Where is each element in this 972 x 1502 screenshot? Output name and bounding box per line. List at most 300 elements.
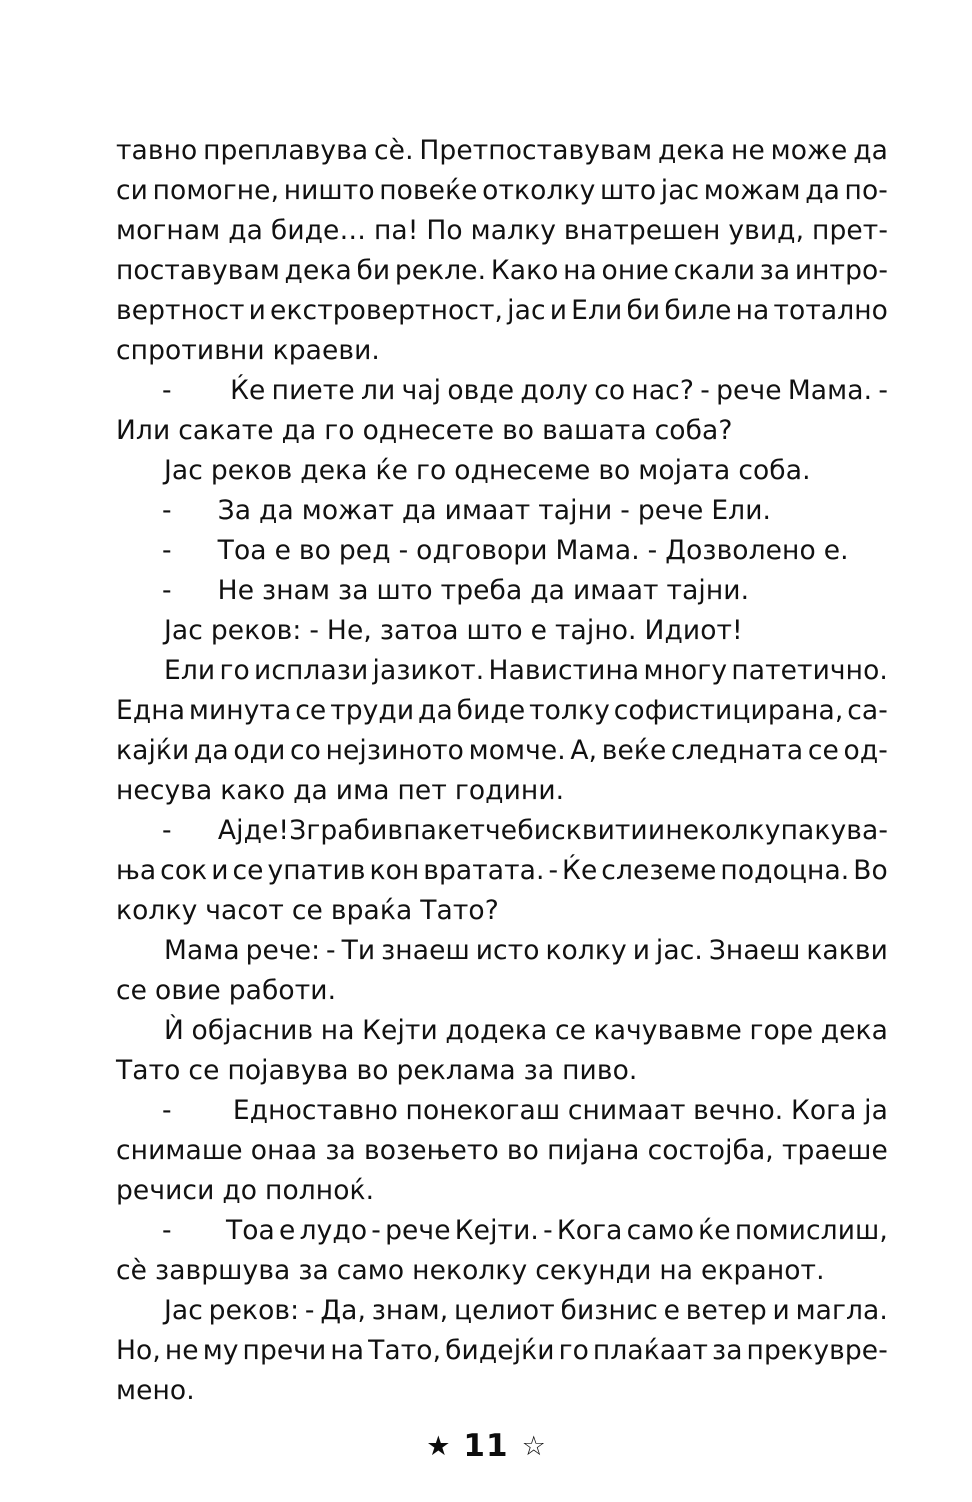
text-line (116, 891, 888, 931)
word: затоа (379, 615, 459, 646)
text-line (116, 1171, 888, 1211)
dialogue-dash: - (162, 535, 172, 566)
text-line (116, 211, 888, 251)
word: Да, (320, 1295, 366, 1326)
word: реков (210, 455, 293, 486)
word: Тоа (225, 1215, 275, 1246)
word: пречи (242, 1335, 327, 1366)
word: и (647, 815, 666, 846)
word: со (290, 735, 321, 766)
word: прекувре- (746, 1335, 888, 1366)
word: - (326, 935, 336, 966)
word: Кога (790, 1095, 857, 1126)
word: горе (749, 1015, 814, 1046)
word: му (202, 1335, 239, 1366)
star-outline-icon: ☆ (521, 1431, 546, 1462)
word: има (335, 775, 390, 806)
word: лудо (299, 1215, 368, 1246)
word: се (232, 855, 264, 886)
word: ќе (375, 455, 409, 486)
word: треба (440, 575, 523, 606)
word: Но, (116, 1335, 161, 1366)
dialogue-dash-gap (178, 371, 224, 411)
text-line (116, 251, 888, 291)
word: патетично. (731, 655, 888, 686)
text-line (116, 731, 888, 771)
word: софистицирана, (613, 695, 844, 726)
text-line (116, 571, 888, 611)
word: Јас (164, 1295, 203, 1326)
dialogue-dash: - (162, 575, 172, 606)
text-line (116, 1051, 888, 1091)
word: биле (664, 295, 732, 326)
word: за (759, 255, 791, 286)
word: кон (369, 855, 420, 886)
word: нас? (631, 375, 695, 406)
dialogue-dash: - (162, 495, 172, 526)
word: го (415, 455, 447, 486)
word: Тато (116, 1055, 181, 1086)
word: рече (716, 375, 782, 406)
word: снимаше (116, 1135, 243, 1166)
text-line (116, 411, 888, 451)
text-line (116, 1011, 888, 1051)
word: дека (300, 455, 368, 486)
word: од- (843, 735, 888, 766)
text-line (116, 291, 888, 331)
word: чај (401, 375, 442, 406)
word: и (248, 295, 266, 326)
word: што (599, 175, 657, 206)
text-line (116, 651, 888, 691)
word: плаќаат (592, 1335, 709, 1366)
word: снимаат (567, 1095, 686, 1126)
word: да (259, 495, 294, 526)
word: са- (847, 695, 888, 726)
word: да (228, 215, 263, 246)
word: По (426, 215, 463, 246)
word: се (554, 1015, 587, 1046)
word: пиво. (562, 1055, 638, 1086)
word: враќа (330, 895, 413, 926)
word: сакате (178, 415, 274, 446)
word: Претпоставувам (419, 135, 653, 166)
dialogue-dash-gap (172, 531, 218, 571)
word: пијана (547, 1135, 640, 1166)
word: малку (470, 215, 556, 246)
word: и (632, 935, 651, 966)
word: качувавме (593, 1015, 742, 1046)
word: труди (330, 695, 415, 726)
word: Тато, (368, 1335, 442, 1366)
word: не (164, 1335, 199, 1366)
word: за (338, 575, 369, 606)
word: Мама. (787, 375, 873, 406)
word: спротивни (116, 335, 265, 366)
word: во (502, 415, 535, 446)
word: колку (545, 935, 627, 966)
star-filled-icon: ★ (426, 1431, 451, 1462)
word: го (558, 1335, 589, 1366)
word: тотално (773, 295, 888, 326)
word: пет (397, 775, 447, 806)
word: За (217, 495, 252, 526)
word: увид, (728, 215, 805, 246)
word: внатрешен (563, 215, 721, 246)
word: Навистина (488, 655, 640, 686)
word: се (116, 975, 148, 1006)
word: дека (284, 255, 352, 286)
word: до (222, 1175, 258, 1206)
word: скали (673, 255, 756, 286)
word: отколку (482, 175, 596, 206)
word: во (506, 1135, 539, 1166)
word: пакетче (403, 815, 518, 846)
word: е. (823, 535, 849, 566)
word: какви (806, 935, 888, 966)
word: реклама (396, 1055, 516, 1086)
text-line (116, 1211, 888, 1251)
word: Знаеш (708, 935, 801, 966)
word: секунди (535, 1255, 652, 1286)
word: Тато? (420, 895, 499, 926)
word: на (330, 1335, 365, 1366)
word: А, (570, 735, 598, 766)
word: тавно (116, 135, 198, 166)
word: Ајде! (217, 815, 290, 846)
word: соба? (654, 415, 733, 446)
dialogue-dash-gap (172, 571, 218, 611)
word: знам (262, 575, 331, 606)
word: Ти (341, 935, 376, 966)
text-line (116, 931, 888, 971)
dialogue-dash: - (162, 1215, 172, 1246)
word: да (193, 735, 229, 766)
word: јазикот. (372, 655, 485, 686)
word: помогне, (152, 175, 280, 206)
word: Мама. (555, 535, 640, 566)
word: рекле. (394, 255, 487, 286)
word: сѐ. (374, 135, 414, 166)
word: ња (116, 855, 157, 886)
word: однесеме (454, 455, 591, 486)
word: се (295, 695, 327, 726)
word: со (594, 375, 626, 406)
text-line (116, 771, 888, 811)
word: биде… (270, 215, 367, 246)
word: Кејти. (454, 1215, 539, 1246)
word: Не, (326, 615, 372, 646)
text-line (116, 811, 888, 851)
word: бидејќи (445, 1335, 555, 1366)
dialogue-dash-gap (179, 1091, 225, 1131)
word: на (320, 1015, 355, 1046)
word: не (731, 135, 765, 166)
word: да (805, 175, 840, 206)
word: да (530, 575, 566, 606)
word: екстровертност, (270, 295, 504, 326)
word: мено. (116, 1375, 195, 1406)
word: траеше (781, 1135, 888, 1166)
word: овде (447, 375, 515, 406)
word: Идиот! (644, 615, 743, 646)
word: се (291, 895, 323, 926)
word: Не (217, 575, 255, 606)
word: Кога (556, 1215, 623, 1246)
word: да (418, 695, 453, 726)
word: ја (864, 1095, 888, 1126)
word: сѐ (116, 1255, 148, 1286)
word: ветер (685, 1295, 767, 1326)
word: по- (844, 175, 888, 206)
word: Тоа (217, 535, 267, 566)
word: Или (116, 415, 171, 446)
word: што (376, 575, 433, 606)
word: за (298, 1255, 329, 1286)
word: го (219, 655, 250, 686)
word: Ели (164, 655, 216, 686)
word: биде (456, 695, 526, 726)
word: Една (116, 695, 186, 726)
word: може (770, 135, 848, 166)
word: Ели. (711, 495, 772, 526)
word: однесете (362, 415, 495, 446)
word: рече (385, 1215, 451, 1246)
word: во (598, 455, 631, 486)
text-line (116, 1091, 888, 1131)
word: состојба, (647, 1135, 774, 1166)
word: - (620, 495, 630, 526)
word: е (663, 1295, 681, 1326)
word: одговори (416, 535, 548, 566)
word: тајно. (554, 615, 637, 646)
word: рече: (245, 935, 321, 966)
page-number: 11 (463, 1428, 509, 1464)
word: објаснив (191, 1015, 314, 1046)
word: толку (529, 695, 610, 726)
word: исплази (254, 655, 369, 686)
word: - (878, 375, 888, 406)
word: соба. (738, 455, 811, 486)
word: е (279, 1215, 296, 1246)
text-line (116, 171, 888, 211)
word: исто (475, 935, 540, 966)
word: Кејти (362, 1015, 438, 1046)
word: - (304, 1295, 315, 1326)
text-line (116, 611, 888, 651)
word: би (626, 295, 661, 326)
text-line (116, 971, 888, 1011)
word: за (325, 1135, 356, 1166)
text-line (116, 131, 888, 171)
word: е (530, 615, 548, 646)
text-line (116, 531, 888, 571)
page-text-body (116, 131, 888, 1411)
word: слеземе (601, 855, 717, 886)
word: вечно. (693, 1095, 784, 1126)
word: оди (233, 735, 286, 766)
dialogue-dash-gap (176, 1211, 222, 1251)
word: ред (338, 535, 391, 566)
word: јас. (655, 935, 703, 966)
text-line (116, 1331, 888, 1371)
dialogue-dash: - (162, 815, 172, 846)
word: во (356, 1055, 389, 1086)
word: вратата. (423, 855, 545, 886)
word: момче. (468, 735, 566, 766)
word: реков: (210, 615, 302, 646)
word: тајни (538, 495, 613, 526)
word: вашата (542, 415, 647, 446)
word: завршува (155, 1255, 291, 1286)
word: неколку (665, 815, 781, 846)
word: што (466, 615, 523, 646)
word: Едноставно (232, 1095, 398, 1126)
word: ли (360, 375, 396, 406)
text-line (116, 1131, 888, 1171)
word: и (211, 855, 229, 886)
dialogue-dash: - (162, 1095, 172, 1126)
word: минута (188, 695, 292, 726)
word: мојата (638, 455, 731, 486)
text-line (116, 371, 888, 411)
word: часот (205, 895, 284, 926)
word: колку (116, 895, 198, 926)
word: бизнис (560, 1295, 658, 1326)
text-line (116, 331, 888, 371)
word: на (735, 295, 770, 326)
text-line (116, 1251, 888, 1291)
word: - (647, 535, 658, 566)
word: - (548, 855, 559, 886)
word: краеви. (272, 335, 380, 366)
word: за (712, 1335, 743, 1366)
word: повеќе (379, 175, 478, 206)
text-line (116, 1291, 888, 1331)
word: години. (454, 775, 565, 806)
word: Мама (164, 935, 240, 966)
word: следната (671, 735, 804, 766)
word: екранот. (701, 1255, 825, 1286)
word: работи. (228, 975, 337, 1006)
word: веќе (601, 735, 667, 766)
word: Како (490, 255, 559, 286)
word: полноќ. (265, 1175, 375, 1206)
dialogue-dash-gap (172, 811, 218, 851)
word: јас (660, 175, 700, 206)
word: дека (657, 135, 726, 166)
word: си (116, 175, 148, 206)
word: дека (820, 1015, 888, 1046)
text-line (116, 1371, 888, 1411)
word: Јас (164, 615, 203, 646)
word: јас (507, 295, 546, 326)
dialogue-dash-gap (172, 491, 218, 531)
dialogue-dash: - (162, 375, 172, 406)
word: нејзиното (325, 735, 464, 766)
word: на (563, 255, 597, 286)
word: Зграбив (289, 815, 404, 846)
word: да (293, 775, 328, 806)
word: неколку (412, 1255, 528, 1286)
word: го (324, 415, 355, 446)
word: прет- (812, 215, 888, 246)
word: - (398, 535, 409, 566)
page-footer (0, 1424, 972, 1469)
word: Јас (164, 455, 203, 486)
text-line (116, 851, 888, 891)
word: па! (373, 215, 419, 246)
word: Ќе (230, 375, 266, 406)
word: Во (853, 855, 888, 886)
word: преплавува (203, 135, 369, 166)
text-line (116, 491, 888, 531)
word: и (772, 1295, 790, 1326)
word: ќе (698, 1215, 731, 1246)
word: можат (301, 495, 395, 526)
word: како (220, 775, 286, 806)
word: се (188, 1055, 220, 1086)
word: знаеш (381, 935, 470, 966)
word: имаат (572, 575, 659, 606)
word: интро- (794, 255, 888, 286)
word: несува (116, 775, 213, 806)
word: онаа (250, 1135, 318, 1166)
word: Ќе (562, 855, 598, 886)
word: на (659, 1255, 694, 1286)
word: - (309, 615, 319, 646)
text-line (116, 691, 888, 731)
word: целиот (454, 1295, 555, 1326)
word: бисквити (517, 815, 648, 846)
word: вертност (116, 295, 245, 326)
word: рече (637, 495, 704, 526)
word: многу (643, 655, 728, 686)
word: подоцна. (720, 855, 850, 886)
word: понекогаш (405, 1095, 561, 1126)
word: додека (445, 1015, 548, 1046)
word: и (549, 295, 568, 326)
word: магла. (795, 1295, 888, 1326)
word: се (807, 735, 839, 766)
word: - (371, 1215, 381, 1246)
word: овие (155, 975, 221, 1006)
word: е (274, 535, 291, 566)
word: да (401, 495, 437, 526)
text-line (116, 451, 888, 491)
word: имаат (444, 495, 531, 526)
word: оние (601, 255, 669, 286)
word: Дозволено (665, 535, 816, 566)
word: помислиш, (734, 1215, 888, 1246)
word: за (523, 1055, 555, 1086)
word: ништо (283, 175, 375, 206)
word: - (543, 1215, 553, 1246)
word: могнам (116, 215, 221, 246)
word: Ѝ (164, 1015, 184, 1046)
word: реков: (208, 1295, 300, 1326)
word: само (626, 1215, 695, 1246)
word: пакува- (780, 815, 888, 846)
word: би (356, 255, 391, 286)
word: кајќи (116, 735, 190, 766)
word: знам, (371, 1295, 449, 1326)
word: возењето (363, 1135, 499, 1166)
word: во (298, 535, 331, 566)
word: сок (160, 855, 208, 886)
word: пиете (271, 375, 355, 406)
word: речиси (116, 1175, 215, 1206)
